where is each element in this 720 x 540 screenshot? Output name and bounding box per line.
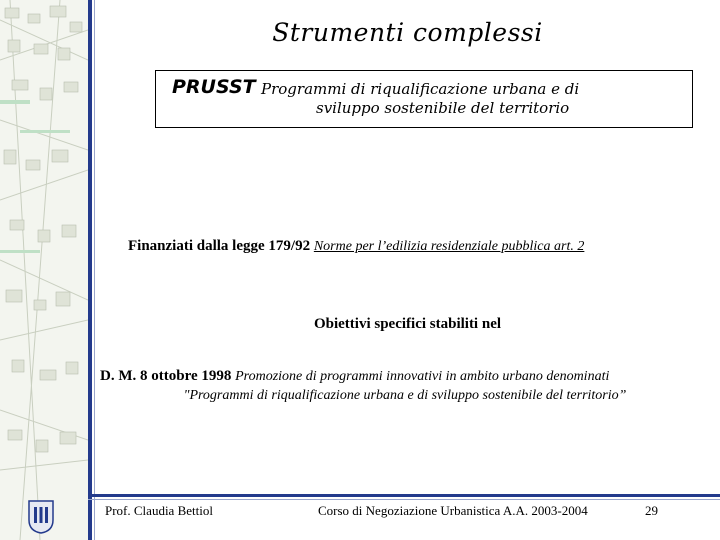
decree-line bbox=[100, 368, 609, 385]
footer-accent-line bbox=[88, 494, 720, 497]
decree-name: "Programmi di riqualificazione urbana e di sviluppo sostenibile del territorio” bbox=[183, 388, 627, 403]
objectives-line: Obiettivi specifici stabiliti nel bbox=[313, 316, 502, 332]
vertical-thin-line bbox=[94, 0, 95, 540]
header-box-label: PRUSST bbox=[172, 76, 256, 98]
header-box-description-line2: sviluppo sostenibile del territorio bbox=[316, 99, 570, 117]
header-box-description-line1: Programmi di riqualificazione urbana e di bbox=[261, 80, 580, 98]
city-map-image bbox=[0, 0, 88, 540]
financing-law: Finanziati dalla legge 179/92 bbox=[128, 238, 311, 254]
footer-author: Prof. Claudia Bettiol bbox=[105, 503, 213, 518]
footer-page-number: 29 bbox=[645, 503, 658, 518]
vertical-accent-line bbox=[88, 0, 92, 540]
footer-thin-line bbox=[88, 499, 720, 500]
decree-date: D. M. 8 ottobre 1998 bbox=[100, 368, 232, 384]
financing-line bbox=[128, 238, 584, 255]
financing-detail: Norme per l’edilizia residenziale pubblica art. 2 bbox=[313, 239, 585, 254]
slide-title: Strumenti complessi bbox=[272, 18, 543, 47]
footer-course: Corso di Negoziazione Urbanistica A.A. 2003-2004 bbox=[318, 503, 588, 518]
decree-detail: Promozione di programmi innovativi in ambito urbano denominati bbox=[235, 369, 610, 384]
header-box bbox=[155, 70, 693, 128]
university-logo-icon bbox=[28, 500, 54, 534]
